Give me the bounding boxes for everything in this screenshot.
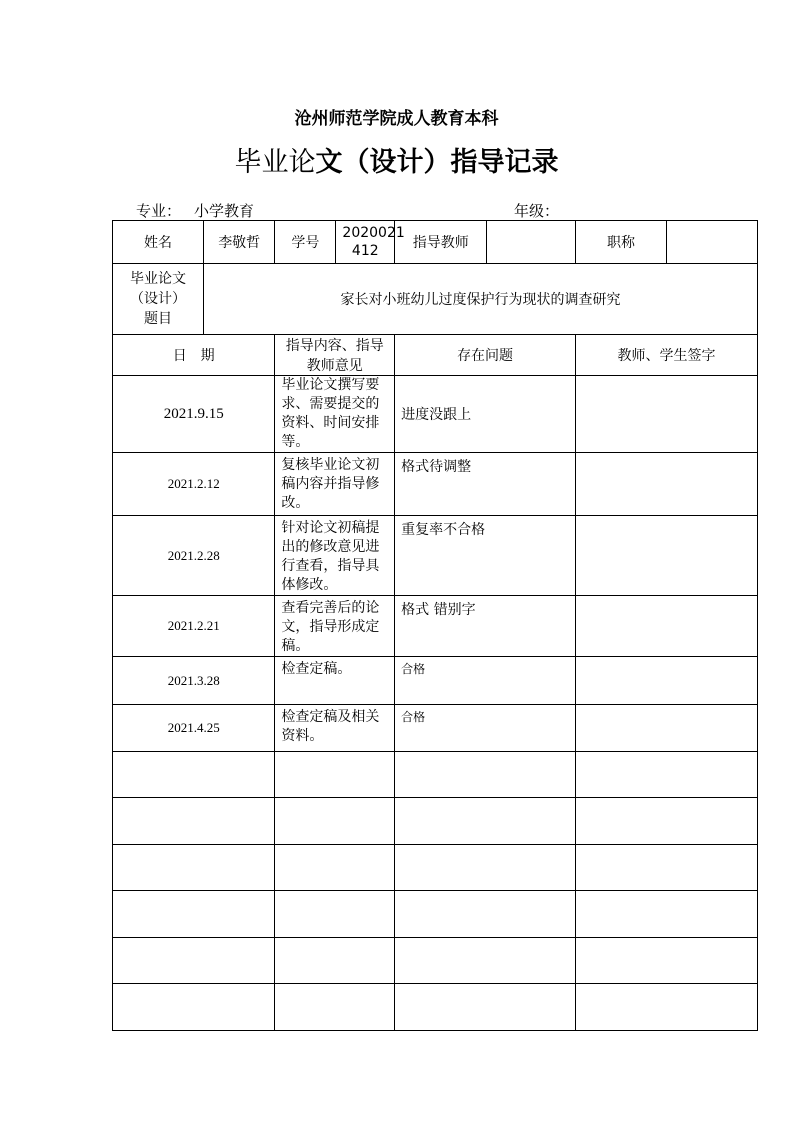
record-content: 针对论文初稿提出的修改意见进行查看，指导具体修改。 (275, 516, 395, 596)
topic-label-line1: 毕业论文 (129, 271, 186, 287)
empty-cell (275, 984, 395, 1031)
empty-cell (575, 752, 757, 798)
empty-row (113, 752, 758, 798)
record-issue: 重复率不合格 (395, 516, 576, 596)
student-id-label: 学号 (275, 221, 336, 264)
record-date: 2021.2.28 (113, 516, 275, 596)
empty-cell (395, 752, 576, 798)
empty-cell (395, 845, 576, 891)
empty-cell (575, 891, 757, 938)
empty-cell (395, 938, 576, 984)
title-part1: 毕业论 (234, 147, 316, 178)
empty-cell (395, 891, 576, 938)
school-name: 沧州师范学院成人教育本科 (294, 109, 499, 129)
issues-header: 存在问题 (395, 335, 576, 376)
major-value: 小学教育 (194, 202, 255, 220)
record-issue: 进度没跟上 (395, 376, 576, 453)
empty-cell (395, 984, 576, 1031)
topic-row (113, 264, 758, 335)
name-label: 姓名 (113, 221, 204, 264)
empty-cell (575, 938, 757, 984)
record-row (113, 516, 758, 596)
sign-header: 教师、学生签字 (575, 335, 757, 376)
rank-value (666, 221, 757, 264)
document-title (0, 140, 793, 179)
date-header: 日 期 (113, 335, 275, 376)
record-row (113, 596, 758, 657)
record-sign (575, 376, 757, 453)
topic-label-line2: （设计） (129, 291, 186, 307)
empty-row (113, 984, 758, 1031)
record-issue: 合格 (395, 657, 576, 705)
content-header: 指导内容、指导教师意见 (275, 335, 395, 376)
major-label: 专业： (136, 202, 182, 220)
record-date: 2021.2.12 (113, 453, 275, 516)
grade-label: 年级： (514, 202, 560, 220)
record-sign (575, 516, 757, 596)
empty-cell (275, 752, 395, 798)
record-date: 2021.2.21 (113, 596, 275, 657)
record-content: 检查定稿及相关资料。 (275, 705, 395, 752)
advisor-label: 指导教师 (395, 221, 487, 264)
guidance-record-table (112, 220, 758, 1031)
empty-cell (275, 798, 395, 845)
record-sign (575, 657, 757, 705)
record-row (113, 657, 758, 705)
record-content: 复核毕业论文初稿内容并指导修改。 (275, 453, 395, 516)
record-issue: 合格 (395, 705, 576, 752)
topic-label (113, 264, 204, 335)
empty-cell (575, 798, 757, 845)
empty-cell (275, 938, 395, 984)
name-value: 李敬哲 (203, 221, 274, 264)
empty-cell (575, 845, 757, 891)
empty-cell (113, 984, 275, 1031)
record-issue: 格式待调整 (395, 453, 576, 516)
empty-row (113, 798, 758, 845)
record-content: 毕业论文撰写要求、需要提交的资料、时间安排等。 (275, 376, 395, 453)
empty-cell (113, 798, 275, 845)
empty-cell (575, 984, 757, 1031)
record-row (113, 705, 758, 752)
record-row (113, 376, 758, 453)
topic-value: 家长对小班幼儿过度保护行为现状的调查研究 (203, 264, 757, 335)
record-sign (575, 596, 757, 657)
empty-cell (113, 752, 275, 798)
record-content: 检查定稿。 (275, 657, 395, 705)
empty-cell (113, 891, 275, 938)
student-id-line2: 412 (351, 243, 379, 259)
student-id-value (336, 221, 405, 264)
empty-cell (113, 938, 275, 984)
advisor-value (487, 221, 576, 264)
topic-label-line3: 题目 (143, 311, 172, 327)
student-id-line1: 2020021 (342, 225, 405, 241)
info-row (113, 221, 758, 264)
empty-row (113, 938, 758, 984)
empty-cell (275, 891, 395, 938)
column-header-row (113, 335, 758, 376)
record-date: 2021.9.15 (113, 376, 275, 453)
record-row (113, 453, 758, 516)
title-part2: 文（设计）指导记录 (315, 147, 559, 178)
empty-cell (395, 798, 576, 845)
empty-cell (113, 845, 275, 891)
record-date: 2021.4.25 (113, 705, 275, 752)
empty-cell (275, 845, 395, 891)
record-sign (575, 705, 757, 752)
empty-row (113, 845, 758, 891)
empty-row (113, 891, 758, 938)
rank-label: 职称 (575, 221, 666, 264)
record-sign (575, 453, 757, 516)
record-date: 2021.3.28 (113, 657, 275, 705)
record-issue: 格式 错别字 (395, 596, 576, 657)
record-content: 查看完善后的论文，指导形成定稿。 (275, 596, 395, 657)
